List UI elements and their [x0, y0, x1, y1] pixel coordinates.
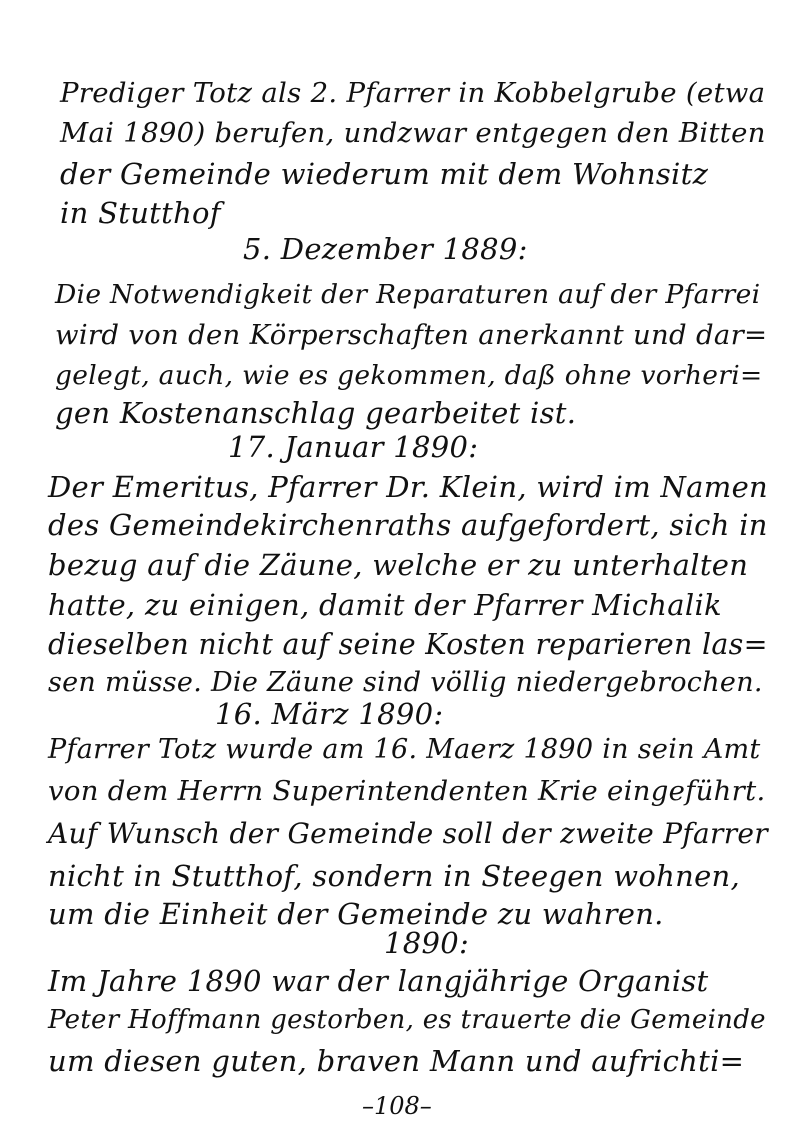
entry-date: 16. März 1890: [215, 697, 444, 731]
text-line: nicht in Stutthof, sondern in Steegen wohnen, [48, 859, 741, 893]
text-line: von dem Herrn Superintendenten Krie eingeführt. [48, 775, 766, 807]
text-line: Der Emeritus, Pfarrer Dr. Klein, wird im Namen [48, 470, 769, 504]
entry-date: 5. Dezember 1889: [243, 232, 528, 266]
text-line: Auf Wunsch der Gemeinde soll der zweite Pfarrer [48, 817, 768, 850]
text-line: sen müsse. Die Zäune sind völlig niedergebrochen. [48, 667, 763, 698]
page-number: –108– [362, 1092, 432, 1120]
entry-date: 17. Januar 1890: [228, 430, 479, 464]
text-line: um die Einheit der Gemeinde zu wahren. [48, 897, 664, 931]
text-line: wird von den Körperschaften anerkannt und dar= [55, 319, 768, 351]
text-line: des Gemeindekirchenraths aufgefordert, sich in [48, 508, 768, 542]
text-line: Mai 1890) berufen, undzwar entgegen den Bitten [60, 117, 766, 149]
text-line: bezug auf die Zäune, welche er zu unterhalten [48, 548, 749, 582]
text-line: der Gemeinde wiederum mit dem Wohnsitz [60, 157, 709, 191]
text-line: dieselben nicht auf seine Kosten reparieren las= [48, 628, 768, 661]
text-line: gelegt, auch, wie es gekommen, daß ohne vorheri= [55, 360, 763, 391]
text-line: Prediger Totz als 2. Pfarrer in Kobbelgrube (etwa [60, 77, 766, 109]
text-line: Pfarrer Totz wurde am 16. Maerz 1890 in sein Amt [48, 734, 761, 765]
entry-date: 1890: [384, 926, 470, 960]
text-line: Peter Hoffmann gestorben, es trauerte die Gemeinde [48, 1005, 766, 1035]
text-line: um diesen guten, braven Mann und aufrichti= [48, 1044, 745, 1078]
text-line: in Stutthof [60, 196, 221, 230]
text-line: Die Notwendigkeit der Reparaturen auf der Pfarrei [55, 279, 761, 310]
text-line: gen Kostenanschlag gearbeitet ist. [55, 396, 577, 430]
text-line: Im Jahre 1890 war der langjährige Organist [48, 964, 709, 998]
text-line: hatte, zu einigen, damit der Pfarrer Michalik [48, 588, 722, 622]
